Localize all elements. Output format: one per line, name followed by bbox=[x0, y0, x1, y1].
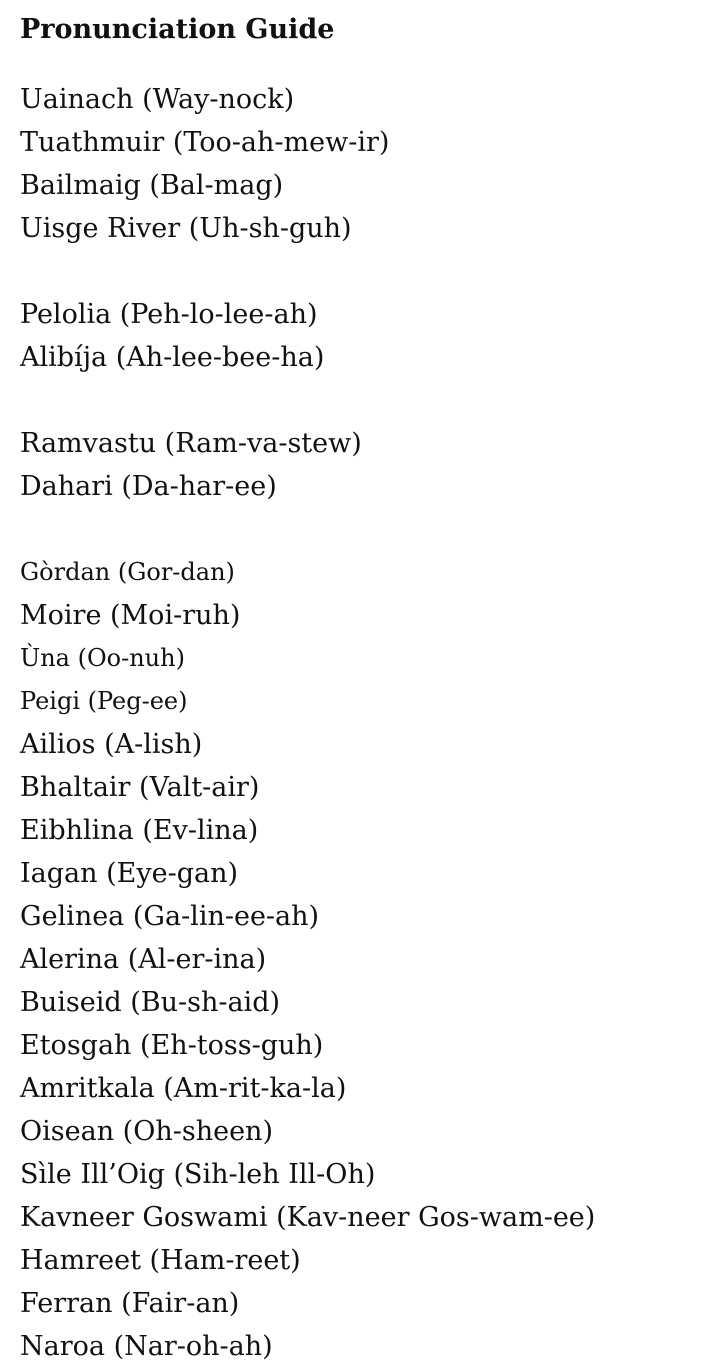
entry-uainach: Uainach (Way-nock) bbox=[20, 84, 295, 115]
entry-bhaltair: Bhaltair (Valt-air) bbox=[20, 772, 260, 803]
entry-pelolia: Pelolia (Peh-lo-lee-ah) bbox=[20, 299, 318, 330]
entry-una: Ùna (Oo-nuh) bbox=[20, 644, 185, 672]
entry-iagan: Iagan (Eye-gan) bbox=[20, 858, 239, 889]
group-spacer bbox=[20, 250, 710, 293]
entry-bailmaig: Bailmaig (Bal-mag) bbox=[20, 170, 284, 201]
entry-sile-ill-oig: Sìle Ill’Oig (Sih-leh Ill-Oh) bbox=[20, 1159, 376, 1190]
entry-etosgah: Etosgah (Eh-toss-guh) bbox=[20, 1030, 324, 1061]
entry-hamreet: Hamreet (Ham-reet) bbox=[20, 1245, 301, 1276]
entry-amritkala: Amritkala (Am-rit-ka-la) bbox=[20, 1073, 347, 1104]
entry-gordan: Gòrdan (Gor-dan) bbox=[20, 558, 235, 586]
entry-naroa: Naroa (Nar-oh-ah) bbox=[20, 1331, 273, 1362]
entry-kavneer-goswami: Kavneer Goswami (Kav-neer Gos-wam-ee) bbox=[20, 1202, 596, 1233]
entry-list bbox=[20, 78, 710, 1368]
entry-uisge-river: Uisge River (Uh-sh-guh) bbox=[20, 213, 352, 244]
entry-buiseid: Buiseid (Bu-sh-aid) bbox=[20, 987, 281, 1018]
group-spacer bbox=[20, 508, 710, 551]
entry-tuathmuir: Tuathmuir (Too-ah-mew-ir) bbox=[20, 127, 390, 158]
entry-gelinea: Gelinea (Ga-lin-ee-ah) bbox=[20, 901, 320, 932]
entry-alerina: Alerina (Al-er-ina) bbox=[20, 944, 267, 975]
entry-ramvastu: Ramvastu (Ram-va-stew) bbox=[20, 428, 362, 459]
entry-ailios: Ailios (A-lish) bbox=[20, 729, 203, 760]
entry-eibhlina: Eibhlina (Ev-lina) bbox=[20, 815, 259, 846]
group-spacer bbox=[20, 379, 710, 422]
entry-peigi: Peigi (Peg-ee) bbox=[20, 687, 188, 715]
entry-oisean: Oisean (Oh-sheen) bbox=[20, 1116, 273, 1147]
page-title: Pronunciation Guide bbox=[20, 14, 335, 45]
entry-ferran: Ferran (Fair-an) bbox=[20, 1288, 240, 1319]
entry-alibija: Alibíja (Ah-lee-bee-ha) bbox=[20, 342, 325, 373]
entry-dahari: Dahari (Da-har-ee) bbox=[20, 471, 277, 502]
entry-moire: Moire (Moi-ruh) bbox=[20, 600, 241, 631]
